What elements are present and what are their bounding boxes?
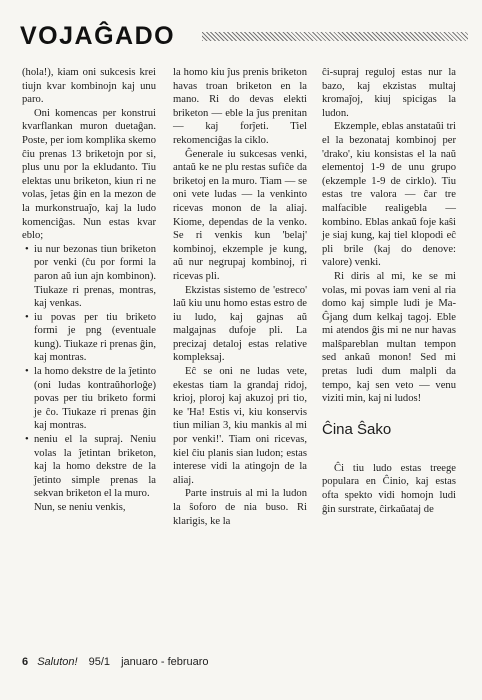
list-item: • neniu el la supraj. Neniu volas la ĵetintan briketon, kaj la homo dekstre de la ĵetinto simple prenas la sekvan briketon el la muro. [22, 433, 156, 501]
header-hatched-rule [202, 32, 468, 41]
paragraph: ĉi-supraj reguloj estas nur la bazo, kaj ekzistas multaj kromaĵoj, kiuj spicigas la ludon. [322, 67, 456, 119]
subsection-heading: Ĉina Ŝako [322, 420, 392, 438]
paragraph: Ri diris al mi, ke se mi volas, mi povas iam veni al ria domo kaj simple ludi je Ma-Ĝjang dum kelkaj tagoj. Eble mi atendos ĝis mi ne nur havas malŝpareblan multan tempon sed ankaŭ monon! Sed mi pretas ludi dum malpli da tempo, kaj sen veto — venu viziti min, kaj ni ludos! [322, 270, 456, 405]
paragraph: Parte instruis al mi la ludon la ŝoforo de nia buso. Ri klarigis, ke la [173, 488, 307, 527]
paragraph: Ĝenerale iu sukcesas venki, antaŭ ke ne plu restas sufiĉe da briketoj en la muro. Tiam — se oni vete ludas — la venkinto ricevas monon de la aliaj. Kiome, dependas de la venko. Se ri venkis kun 'belaj' kombinoj, ekzemple je kung, aŭ nur negrupaj kombinoj, ri ricevas pli. [173, 148, 307, 282]
paragraph: Ĉi tiu ludo estas treege populara en Ĉinio, kaj estas ofta spekto vidi homojn ludi ĝin surstrate, ĉirkaŭataj de [322, 462, 456, 515]
paragraph: Eĉ se oni ne ludas vete, ekestas tiam la grandaj ridoj, krioj, ploroj kaj akuzoj pri tio, ke 'Ha! Estis vi, kiu konservis tiun milian 3, kiu mankis al mi por venki!'. Tiam oni ricevas, kiel ĉiu planis sian ludon; estas interese vidi la atingojn de la aliaj. [173, 366, 307, 486]
issue-months: januaro - februaro [121, 656, 209, 668]
issue-number: 95/1 [88, 656, 111, 668]
section-title: VOJAĜADO [20, 22, 176, 50]
list-item: • iu povas per tiu briketo formi je png (eventuale kung). Tiukaze ri prenas ĝin, kaj montras. [22, 311, 156, 365]
paragraph: Oni komencas per konstrui kvarflankan muron duetaĝan. Poste, per iom komplika skemo ĉiu prenas 13 briketojn por si, plus unu por la ekludanto. Tiu elektas unu briketon, kiun ri ne volas, ĵetas ĝin en la mezon de la murkonstruaĵo, kaj la ludo komenciĝas. Nun estas kvar eblo; [22, 107, 156, 242]
paragraph: (hola!), kiam oni sukcesis krei tiujn kvar kombinojn kaj unu paro. [22, 67, 156, 106]
list-item: • la homo dekstre de la ĵetinto (oni ludas kontraŭhorloĝe) povas per tiu briketo formi je ĉo. Tiukaze ri prenas ĝin kaj montras. [22, 365, 156, 433]
page-footer [22, 656, 209, 668]
bullet-list [22, 243, 156, 501]
paragraph: Ekzistas sistemo de 'estreco' laŭ kiu unu homo estas estro de iu ludo, kaj gajnas aŭ malgajnas dufoje pli. La precizaj detaloj estas relative kompleksaj. [173, 284, 307, 364]
list-item: • iu nur bezonas tiun briketon por venki (ĉu por formi la paron aŭ iun ajn kombinon). Tiukaze ri prenas, montras, kaj venkas. [22, 243, 156, 311]
text-column-1 [22, 66, 156, 515]
page-number: 6 [22, 656, 29, 668]
magazine-name: Saluton! [37, 656, 78, 668]
paragraph: Nun, se neniu venkis, [34, 502, 126, 513]
paragraph: Ekzemple, eblas anstataŭi tri el la bezonataj kombinoj per 'drako', kiu konsistas el la naŭ elementoj 1-9 de unu grupo (ekzemple 1-9 de cirklo). Tiu estas tre valora — ĉar tre malfacible realigebla — kombino. Eblas ankaŭ foje kaŝi je siaj kung, kaj tiel klopodi eĉ pli brile (kaj do denove: valore) venki. [322, 121, 456, 269]
text-column-3 [322, 66, 456, 516]
page-header [20, 22, 468, 50]
text-column-2 [173, 66, 307, 528]
paragraph: la homo kiu ĵus prenis briketon havas troan briketon en la mano. Ri do devas elekti briketon — eble la ĵus prenitan — kaj forĵeti. Tiel rekomenciĝas la ciklo. [173, 67, 307, 146]
